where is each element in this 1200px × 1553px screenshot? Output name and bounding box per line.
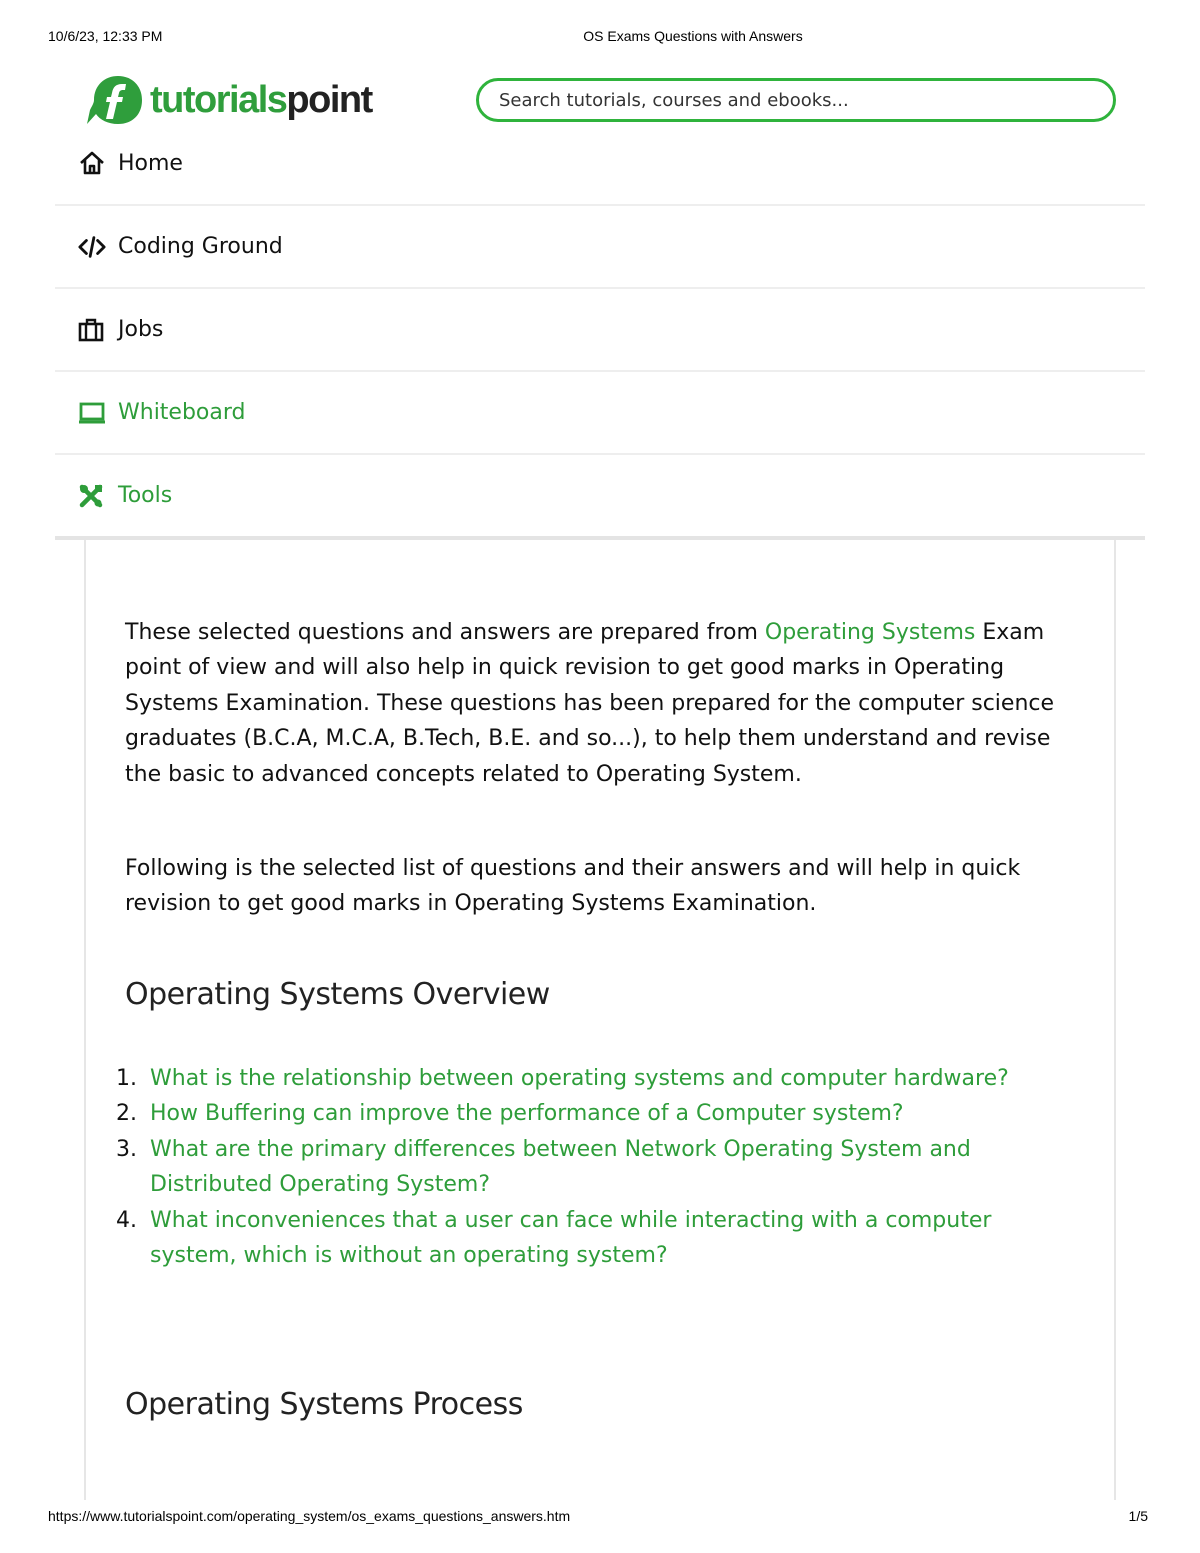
section-heading-overview: Operating Systems Overview xyxy=(125,977,550,1012)
question-link[interactable]: What are the primary differences between Network Operating System and Distributed Operating System? xyxy=(150,1136,971,1198)
search-input[interactable] xyxy=(476,78,1116,122)
question-number: 4. xyxy=(116,1207,137,1233)
nav-item-label: Jobs xyxy=(118,317,164,342)
intro-paragraph xyxy=(125,615,1065,792)
question-link[interactable]: What inconveniences that a user can face while interacting with a computer system, which is without an operating system? xyxy=(150,1207,992,1269)
following-paragraph: Following is the selected list of questions and their answers and will help in quick revision to get good marks in Operating Systems Examination. xyxy=(125,856,1021,917)
print-footer xyxy=(0,1508,1200,1528)
question-number: 1. xyxy=(116,1066,137,1091)
print-url: https://www.tutorialspoint.com/operating_system/os_exams_questions_answers.htm xyxy=(48,1508,571,1524)
logo-wordmark-part2: point xyxy=(286,79,372,121)
print-datetime: 10/6/23, 12:33 PM xyxy=(48,28,163,44)
site-logo[interactable] xyxy=(82,72,372,128)
question-number: 3. xyxy=(116,1136,137,1162)
list-item xyxy=(116,1203,1066,1274)
monitor-icon xyxy=(78,400,106,426)
briefcase-icon xyxy=(78,317,106,343)
intro-text: These selected questions and answers are prepared from xyxy=(125,620,765,645)
operating-systems-link[interactable]: Operating Systems xyxy=(764,620,976,645)
logo-wordmark xyxy=(150,72,372,128)
nav-item-tools[interactable] xyxy=(55,455,1145,538)
list-item xyxy=(116,1132,1066,1203)
tools-icon xyxy=(78,483,106,509)
home-icon xyxy=(78,150,106,176)
intro-text-continued: Exam point of view and will also help in quick revision to get good marks in Operating Systems Examination. These questions has been prepared for the computer science graduates (B.C.A, M.C.A, B.Tech, B.E. and so...), to help them understand and revise the basic to advanced concepts related to Operating System. xyxy=(125,620,1055,787)
list-item xyxy=(116,1061,1066,1096)
tutorialspoint-logo-icon xyxy=(82,72,144,128)
print-doc-title: OS Exams Questions with Answers xyxy=(583,28,803,44)
print-header xyxy=(0,28,1200,48)
code-icon xyxy=(78,234,106,260)
nav-item-label: Coding Ground xyxy=(118,234,283,259)
main-nav xyxy=(55,122,1145,540)
question-link[interactable]: How Buffering can improve the performance of a Computer system? xyxy=(150,1101,904,1127)
list-item xyxy=(116,1096,1066,1131)
question-list xyxy=(116,1061,1066,1273)
question-link[interactable]: What is the relationship between operating systems and computer hardware? xyxy=(150,1066,1009,1091)
section-heading-process: Operating Systems Process xyxy=(125,1387,523,1422)
nav-item-label: Tools xyxy=(118,483,173,508)
nav-item-jobs[interactable] xyxy=(55,289,1145,372)
question-number: 2. xyxy=(116,1101,137,1127)
nav-item-coding-ground[interactable] xyxy=(55,206,1145,289)
nav-item-label: Whiteboard xyxy=(118,400,246,425)
logo-wordmark-part1: tutorials xyxy=(150,79,287,121)
nav-item-whiteboard[interactable] xyxy=(55,372,1145,455)
nav-item-label: Home xyxy=(118,150,183,176)
print-page-number: 1/5 xyxy=(1128,1508,1148,1524)
nav-item-home[interactable] xyxy=(55,122,1145,206)
